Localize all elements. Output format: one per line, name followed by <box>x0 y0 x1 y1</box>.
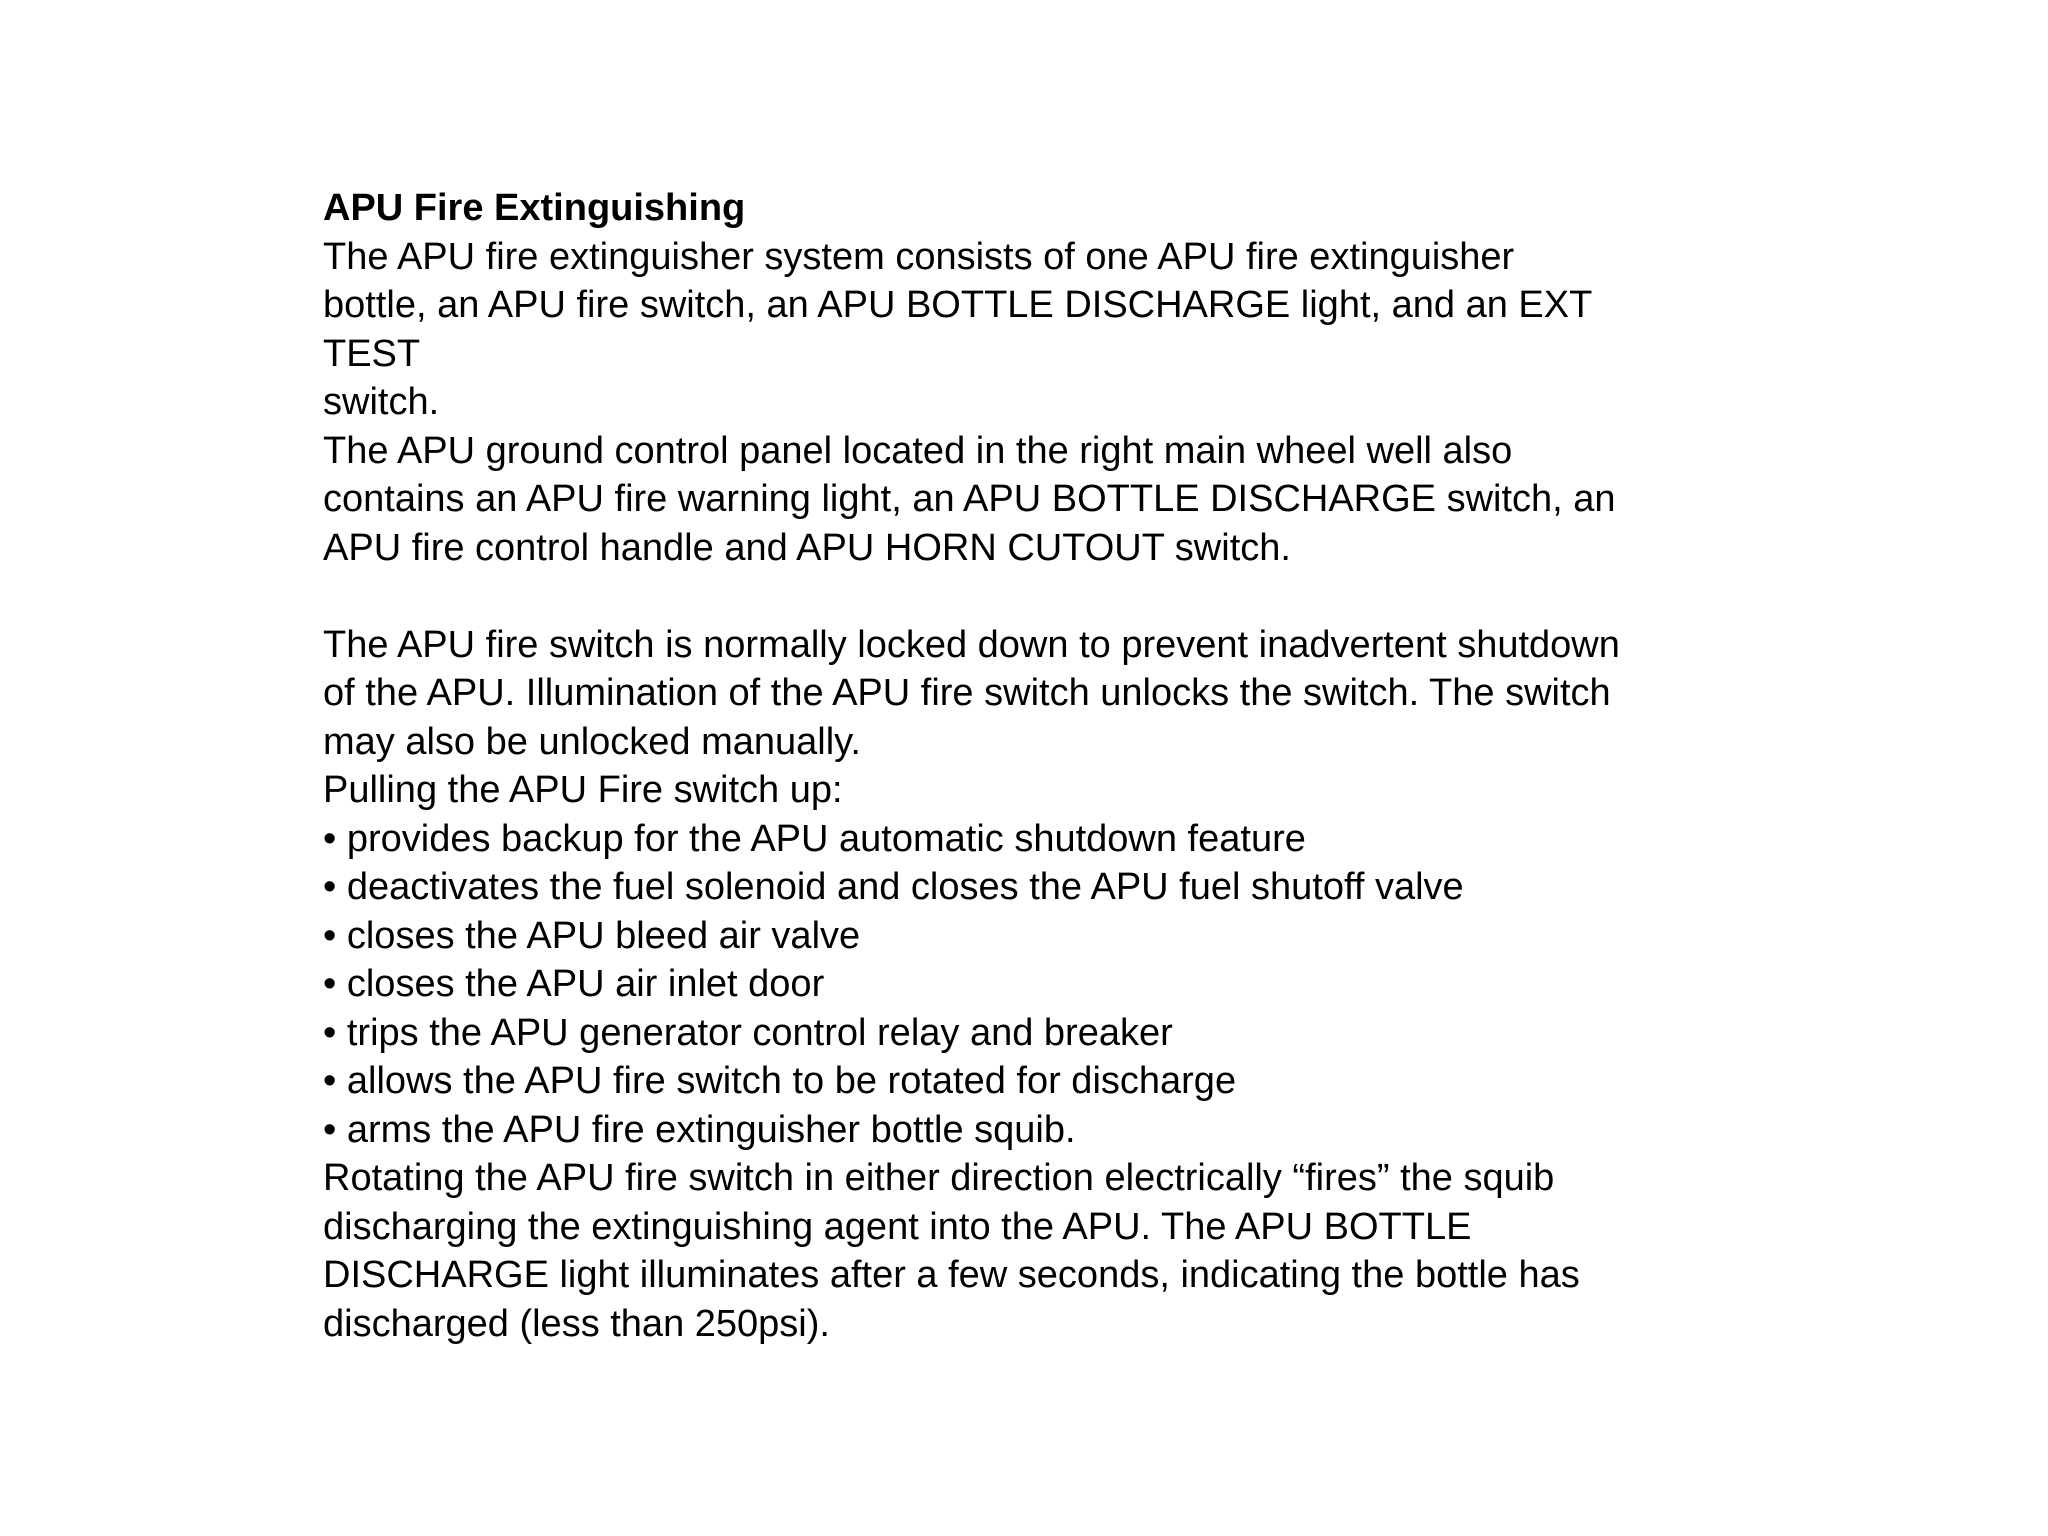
paragraph-system-overview <box>323 233 1743 427</box>
text-line: The APU ground control panel located in the right main wheel well also <box>323 429 1513 472</box>
text-line: bottle, an APU fire switch, an APU BOTTLE DISCHARGE light, and an EXT <box>323 284 1593 326</box>
list-item: • closes the APU bleed air valve <box>323 914 861 957</box>
list-item: • arms the APU fire extinguisher bottle squib. <box>323 1108 1076 1151</box>
list-item: • allows the APU fire switch to be rotated for discharge <box>323 1060 1237 1102</box>
text-line: TEST <box>323 332 421 375</box>
text-line: switch. <box>323 381 440 423</box>
text-line: discharging the extinguishing agent into the APU. The APU BOTTLE <box>323 1205 1472 1248</box>
list-item: • provides backup for the APU automatic shutdown feature <box>323 817 1306 860</box>
document-body <box>323 184 1743 1348</box>
document-title: APU Fire Extinguishing <box>323 187 746 229</box>
text-line: APU fire control handle and APU HORN CUTOUT switch. <box>323 526 1291 569</box>
list-item: • trips the APU generator control relay and breaker <box>323 1011 1173 1054</box>
paragraph-fire-switch-lock <box>323 621 1743 767</box>
paragraph-spacer <box>323 572 1743 621</box>
text-line: Rotating the APU fire switch in either direction electrically “fires” the squib <box>323 1157 1555 1199</box>
text-line: discharged (less than 250psi). <box>323 1302 830 1345</box>
list-item: • deactivates the fuel solenoid and closes the APU fuel shutoff valve <box>323 866 1464 908</box>
bullet-list <box>323 815 1743 1155</box>
text-line: DISCHARGE light illuminates after a few seconds, indicating the bottle has <box>323 1254 1580 1296</box>
text-line: The APU fire extinguisher system consists of one APU fire extinguisher <box>323 235 1515 278</box>
list-intro: Pulling the APU Fire switch up: <box>323 769 843 811</box>
text-line: may also be unlocked manually. <box>323 720 861 763</box>
paragraph-ground-control-panel <box>323 427 1743 573</box>
paragraph-rotation-discharge <box>323 1154 1743 1348</box>
list-item: • closes the APU air inlet door <box>323 963 825 1005</box>
text-line: of the APU. Illumination of the APU fire switch unlocks the switch. The switch <box>323 672 1611 714</box>
text-line: The APU fire switch is normally locked down to prevent inadvertent shutdown <box>323 623 1620 666</box>
text-line: contains an APU fire warning light, an APU BOTTLE DISCHARGE switch, an <box>323 478 1616 520</box>
